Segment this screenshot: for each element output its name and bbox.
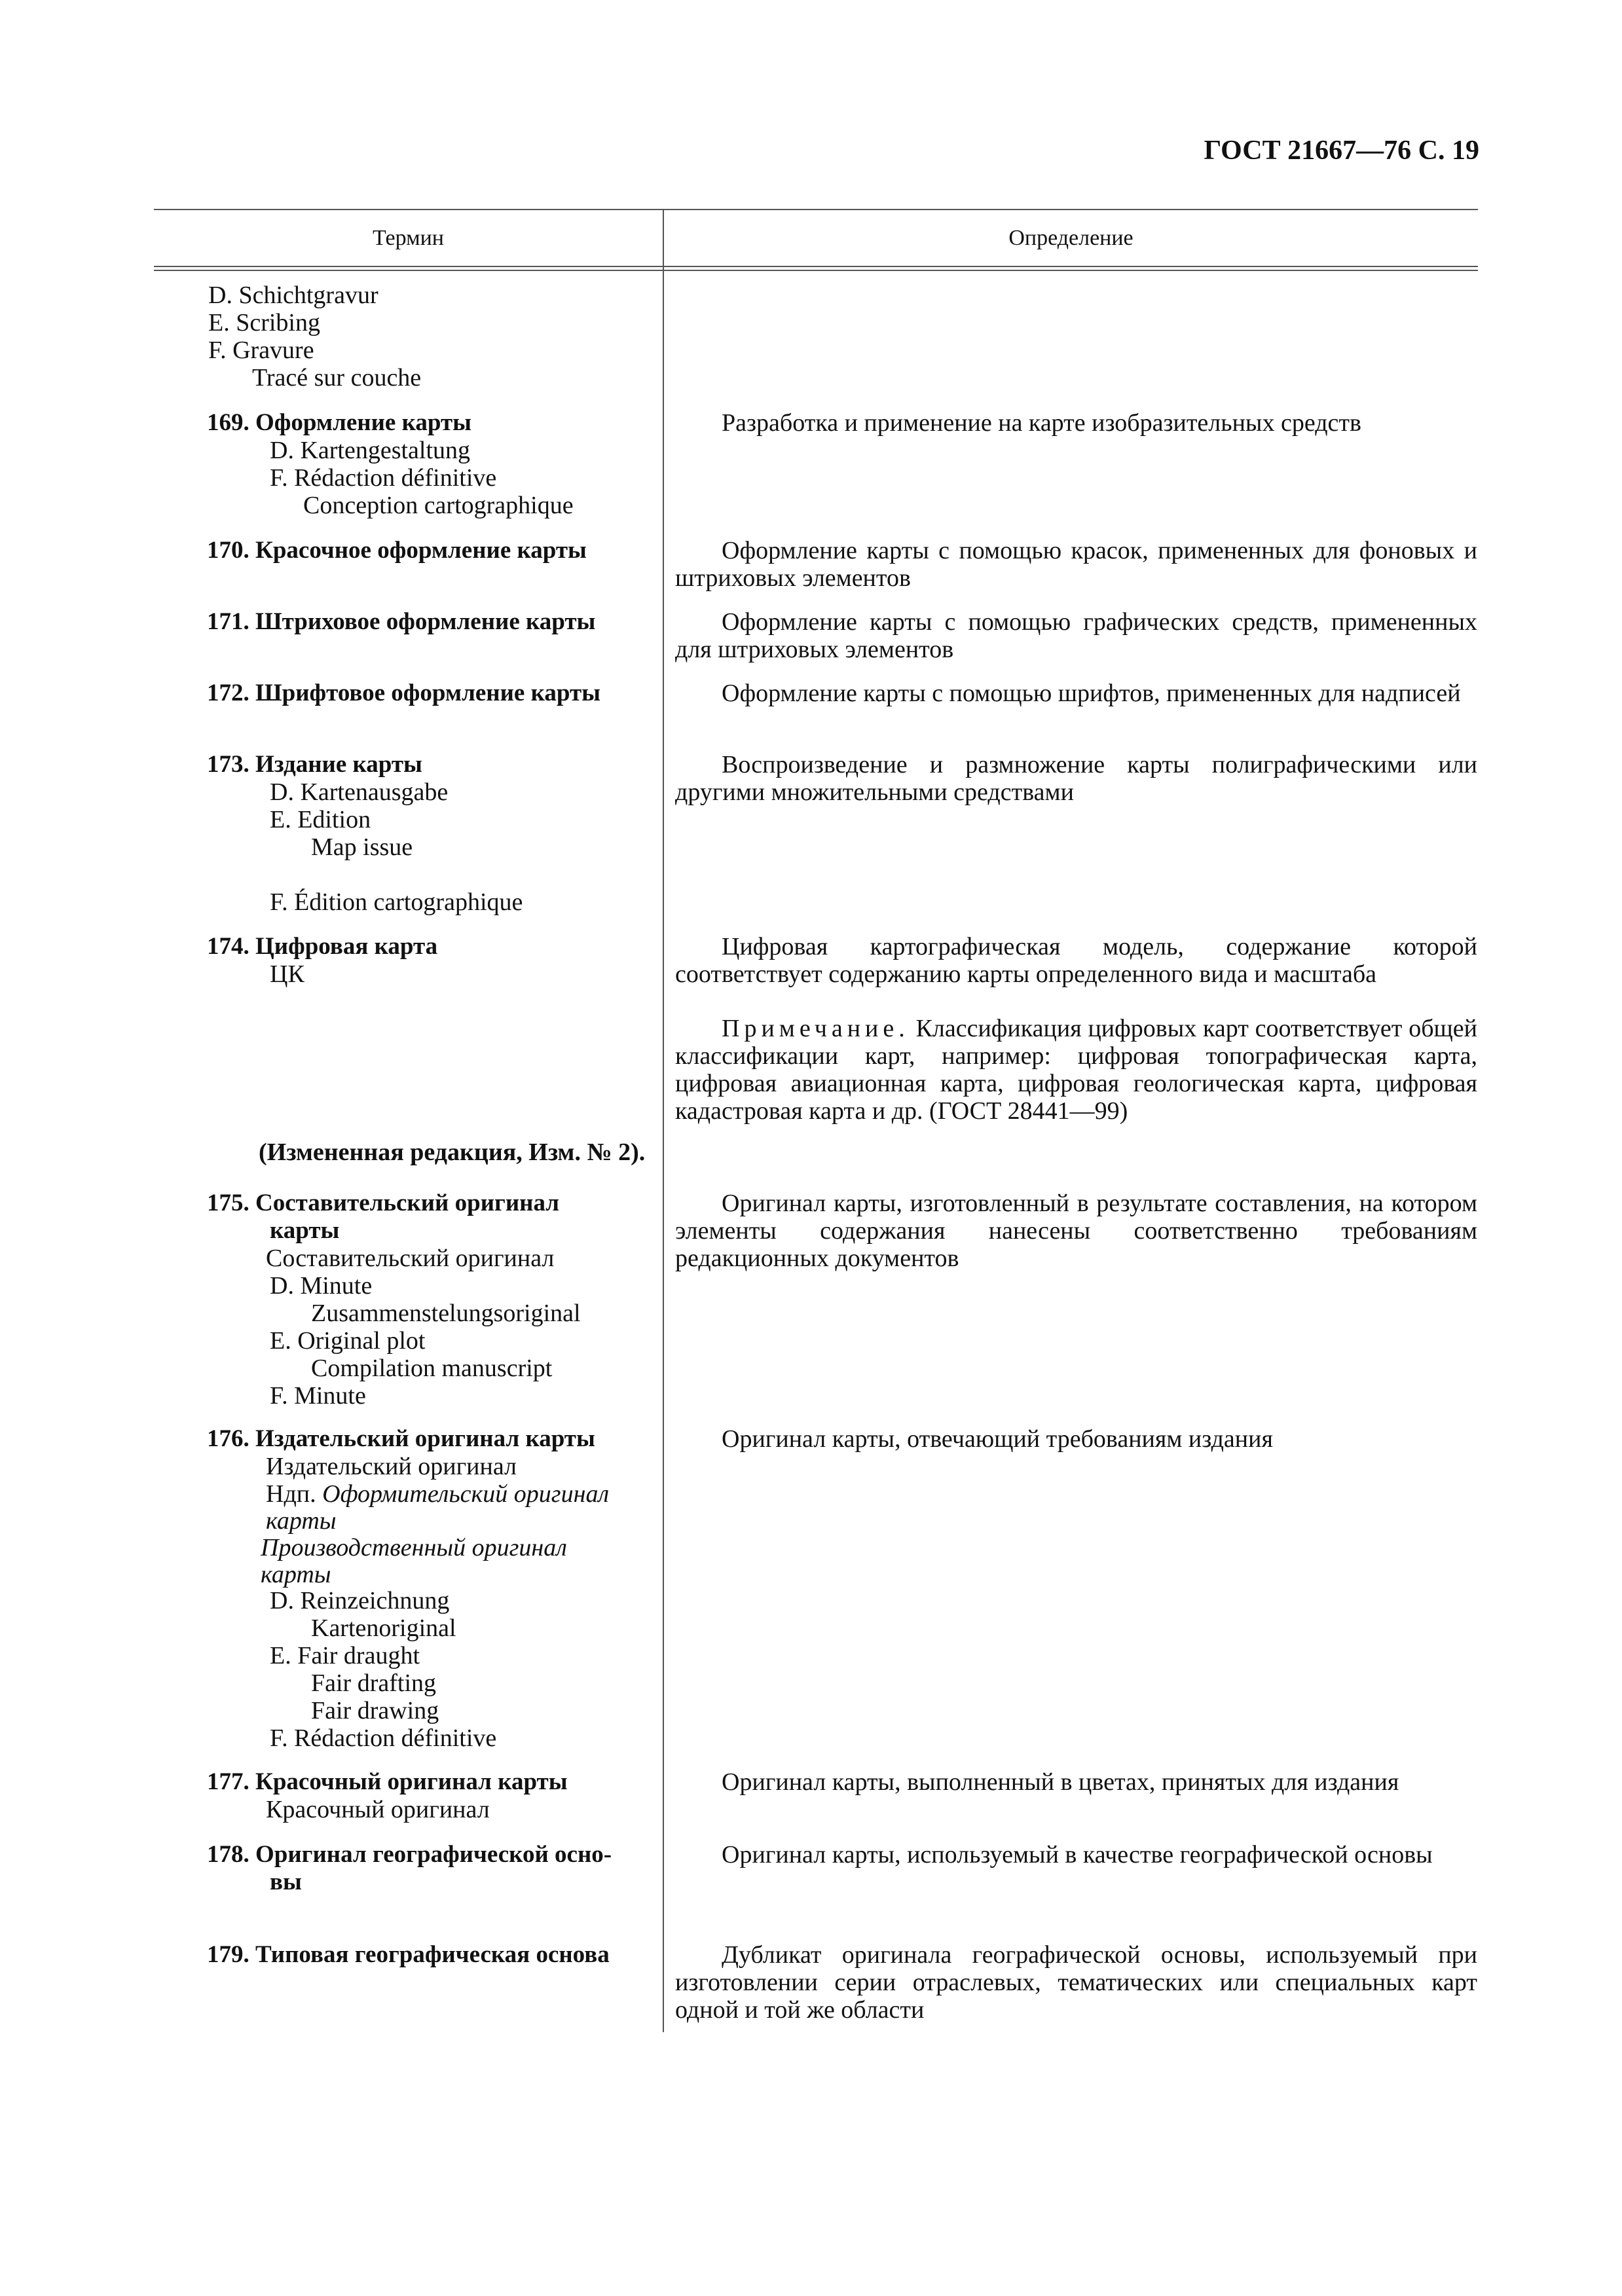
term-foreign: Fair drafting [311,1669,437,1697]
definition-171: Оформление карты с помощью графических средств, примененных для штриховых элементов [675,608,1477,663]
term-title: 173. Издание карты [207,751,422,778]
term-foreign: F. Édition cartographique [270,888,523,916]
note-label: Примечание. [722,1015,910,1042]
definition-177: Оригинал карты, выполненный в цветах, принятых для издания [722,1768,1399,1796]
term-foreign: Conception cartographique [303,492,574,519]
definition-176: Оригинал карты, отвечающий требованиям издания [722,1425,1273,1453]
note-174 [675,1015,1477,1125]
term-title: 169. Оформление карты [207,409,472,436]
ndp-term-cont: карты [266,1507,337,1535]
term-foreign: F. Minute [270,1382,366,1410]
term-synonym: Составительский оригинал [266,1245,555,1272]
column-header-definition: Определение [1008,226,1134,250]
term-foreign: F. Rédaction définitive [270,464,497,492]
ndp-prefix: Ндп. [266,1480,316,1508]
definition-179: Дубликат оригинала географической основы, используемый при изготовлении серии отраслевых, тематических или специальных карт одной и той же области [675,1941,1477,2024]
term-title: 177. Красочный оригинал карты [207,1768,568,1795]
term-title: 179. Типовая географическая основа [207,1941,610,1968]
ndp-term-cont: карты [261,1561,331,1588]
term-foreign: F. Rédaction définitive [270,1724,497,1752]
term-foreign: Zusammenstelungsoriginal [311,1300,581,1327]
term-foreign: Fair drawing [311,1697,439,1724]
term-title-cont: вы [270,1868,302,1895]
term-synonym: Красочный оригинал [266,1796,490,1823]
definition-178: Оригинал карты, используемый в качестве географической основы [722,1841,1433,1868]
term-foreign: D. Kartenausgabe [270,778,449,806]
definition-175: Оригинал карты, изготовленный в результате составления, на котором элементы содержания нанесены соответственно требованиям редакционных документов [675,1190,1477,1272]
term-foreign: Map issue [311,833,413,861]
definition-170: Оформление карты с помощью красок, примененных для фоновых и штриховых элементов [675,537,1477,592]
term-title: 176. Издательский оригинал карты [207,1425,595,1452]
term-foreign: E. Scribing [208,309,320,337]
term-foreign: Tracé sur couche [252,364,422,392]
term-foreign: Kartenoriginal [311,1614,456,1642]
table-top-rule [154,209,1478,210]
term-foreign: D. Reinzeichnung [270,1587,450,1614]
term-foreign: E. Edition [270,806,371,833]
term-title: 172. Шрифтовое оформление карты [207,680,601,706]
term-abbreviation: ЦК [270,960,304,988]
term-title: 175. Составительский оригинал [207,1190,560,1216]
page-header: ГОСТ 21667—76 С. 19 [1204,136,1479,166]
column-divider [663,209,664,2032]
term-foreign: E. Original plot [270,1327,426,1355]
term-foreign: D. Minute [270,1272,373,1300]
term-foreign: D. Kartengestaltung [270,437,471,464]
definition-174: Цифровая картографическая модель, содержание которой соответствует содержанию карты определенного вида и масштаба [675,933,1477,988]
term-title: 174. Цифровая карта [207,933,438,960]
definition-173: Воспроизведение и размножение карты полиграфическими или другими множительными средствами [675,751,1477,806]
ndp-term: Производственный оригинал [261,1534,567,1561]
term-title: 170. Красочное оформление карты [207,537,587,564]
term-foreign: F. Gravure [208,337,314,364]
header-separator-rule [154,266,1478,267]
definition-169: Разработка и применение на карте изобразительных средств [722,409,1361,437]
term-synonym: Издательский оригинал [266,1453,517,1480]
term-not-allowed [266,1480,609,1508]
amendment-note: (Измененная редакция, Изм. № 2). [259,1139,646,1166]
term-foreign: D. Schichtgravur [208,282,378,309]
definition-172: Оформление карты с помощью шрифтов, примененных для надписей [722,680,1461,707]
column-header-term: Термин [373,226,444,250]
ndp-term: Оформительский оригинал [322,1480,610,1508]
note-text: Классификация цифровых карт соответствует общей классификации карт, например: цифровая топографическая карта, цифровая авиационная карта, цифровая геологическая карта, цифровая кадастровая карта и др. (ГОСТ 28441—99) [675,1015,1477,1125]
term-foreign: Compilation manuscript [311,1355,553,1382]
term-foreign: E. Fair draught [270,1642,420,1669]
term-title: 178. Оригинал географической осно- [207,1841,612,1868]
term-title-cont: карты [270,1217,340,1244]
term-title: 171. Штриховое оформление карты [207,608,596,635]
header-separator-rule-2 [154,270,1478,271]
